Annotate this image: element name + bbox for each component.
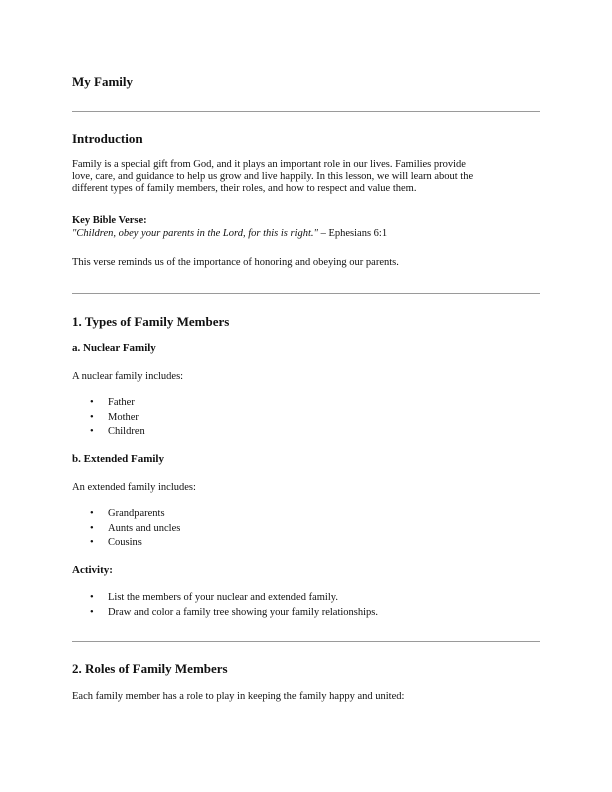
key-verse [72, 228, 540, 240]
list-item: • Aunts and uncles [72, 522, 180, 537]
introduction-heading: Introduction [72, 131, 143, 146]
list-item: • List the members of your nuclear and extended family. [72, 591, 378, 606]
list-item: • Cousins [72, 536, 180, 551]
verse-quote: "Children, obey your parents in the Lord, for this is right." [72, 228, 318, 239]
nuclear-family-text: A nuclear family includes: [72, 371, 184, 382]
list-item: • Grandparents [72, 507, 180, 522]
verse-reminder: This verse reminds us of the importance of honoring and obeying our parents. [72, 257, 399, 268]
page-title: My Family [72, 74, 134, 89]
verse-reference: – Ephesians 6:1 [317, 228, 388, 239]
divider [72, 293, 540, 294]
section-1-heading: 1. Types of Family Members [72, 314, 230, 329]
extended-family-list [72, 507, 180, 551]
extended-family-text: An extended family includes: [72, 482, 196, 493]
activity-heading: Activity: [72, 564, 113, 576]
paragraph-line: love, care, and guidance to help us grow and live happily. In this lesson, we will learn about the [72, 171, 474, 182]
nuclear-family-heading: a. Nuclear Family [72, 342, 156, 354]
paragraph-line: different types of family members, their roles, and how to respect and value them. [72, 183, 417, 194]
introduction-paragraph [72, 159, 540, 195]
list-item: • Mother [72, 411, 145, 426]
extended-family-heading: b. Extended Family [72, 453, 164, 465]
section-2-heading: 2. Roles of Family Members [72, 661, 228, 676]
divider [72, 111, 540, 112]
divider [72, 641, 540, 642]
activity-list [72, 591, 378, 620]
nuclear-family-list [72, 396, 145, 440]
section-2-text: Each family member has a role to play in keeping the family happy and united: [72, 691, 405, 702]
list-item: • Father [72, 396, 145, 411]
list-item: • Children [72, 425, 145, 440]
paragraph-line: Family is a special gift from God, and it plays an important role in our lives. Families provide [72, 159, 466, 170]
list-item: • Draw and color a family tree showing your family relationships. [72, 606, 378, 621]
key-verse-label: Key Bible Verse: [72, 215, 147, 226]
